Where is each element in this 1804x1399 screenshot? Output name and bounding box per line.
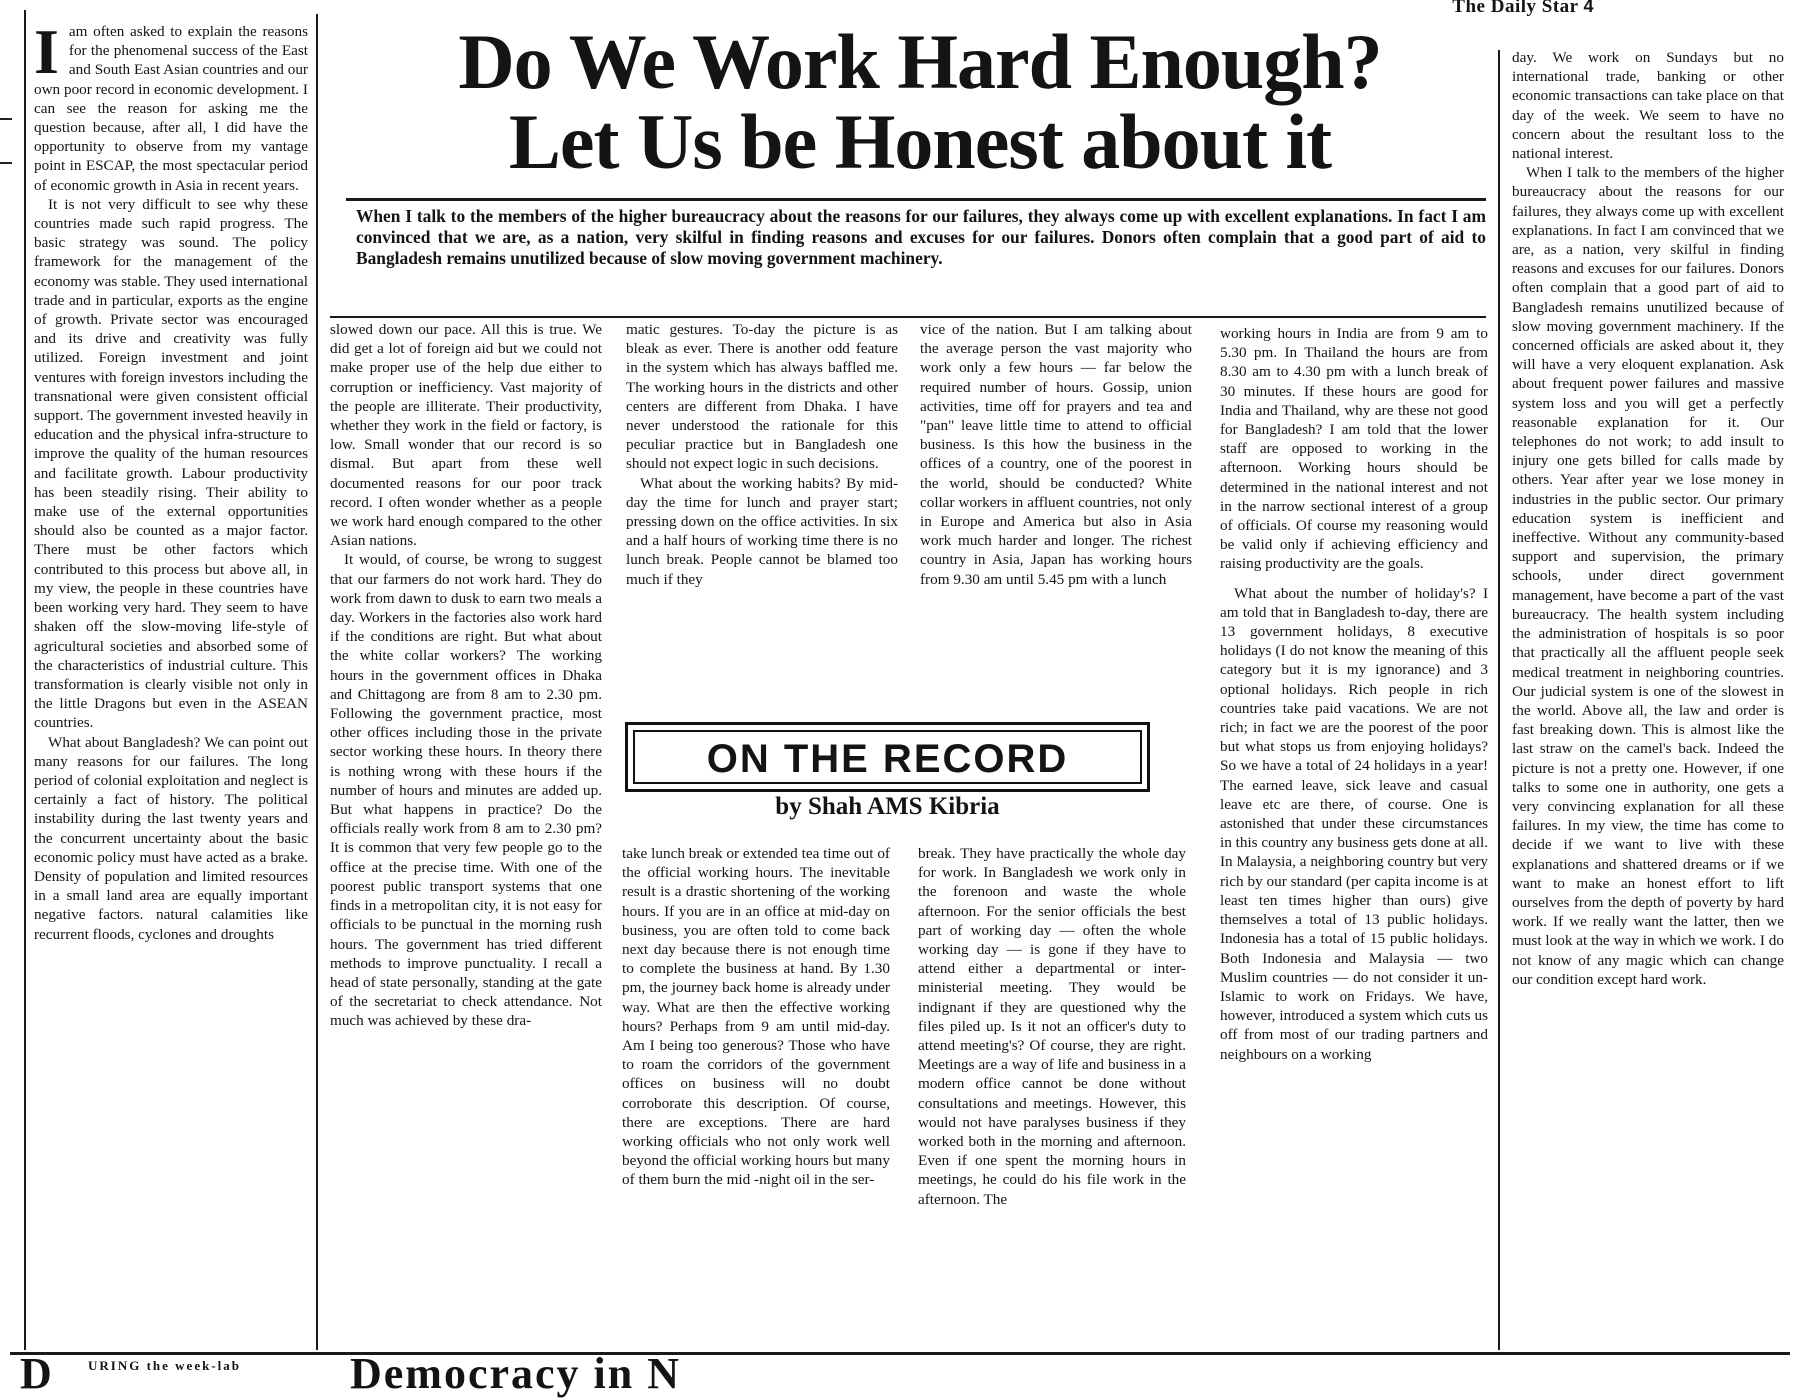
next-article-lead: URING the week-lab — [88, 1358, 241, 1373]
headline — [330, 18, 1510, 185]
paragraph: What about the number of holiday's? I am told that in Bangladesh to-day, there are 13 government holidays, 8 executive holidays (I do not know the meaning of this category but it is my ignorance) and 3 optional holidays. Rich people in rich countries take paid vacations. We are not rich; in fact we are the poorest of the poor but what stops us from enjoying holidays? So we have a total of 24 holidays in a year! The earned leave, sick leave and casual leave etc are there, of course. One is astonished that under these circumstances in this country any business gets done at all. In Malaysia, a neighboring country but very rich by our standard (per capita income is at least ten times higher than ours) give themselves a total of 13 public holidays. Indonesia has a total of 15 public holidays. Both Indonesia and Malaysia — two Muslim countries — do not consider it un-Islamic to work on Fridays. We have, however, introduced a system which cuts us off from most of our trading partners and neighbours on a working — [1220, 584, 1488, 1063]
deck-top-rule — [346, 198, 1486, 201]
page-number: 4 — [1583, 0, 1594, 16]
masthead-paper-name: The Daily Star — [1452, 0, 1579, 17]
left-border-rule — [24, 10, 26, 1350]
paragraph: break. They have practically the whole day for work. In Bangladesh we work only in the forenoon and waste the whole afternoon. For the senior officials the best part of working day — often the whole working day — is gone if they have to attend either a departmental or inter-ministerial meeting. They would be indignant if they are questioned why the files piled up. Is it not an officer's duty to attend meeting's? Of course, they are right. Meetings are a way of life and business in a modern office cannot be done without consultations and meetings. However, this would not have paralyses business if they worked both in the morning and afternoon. Even if one spent the morning hours in meetings, he could do his file work in the afternoon. The — [918, 845, 1186, 1208]
article-column-3-top — [626, 320, 898, 712]
article-column-4-bottom — [918, 844, 1186, 1350]
paragraph: It is not very difficult to see why these countries made such rapid progress. The basic strategy was sound. The policy framework for the management of the economy was stable. They used international trade and in particular, exports as the engine of growth. Private sector was encouraged and its drive and creativity was fully utilized. Foreign investment and joint ventures with foreign investors including the transnational were given consistent official support. The government invested heavily in education and the physical infra-structure to improve the quality of the human resources and facilitate growth. Labour productivity has been steadily rising. Their ability to make use of the external opportunities should also be counted as a major factor. There must be other factors which contributed to this process but above all, in my view, the people in these countries have been working very hard. They seem to have shaken off the slow-moving life-style of agricultural societies and absorbed some of the characteristics of industrial culture. This transformation is clearly visible not only in the little Dragons but even in the ASEAN countries. — [34, 195, 308, 732]
paragraph: slowed down our pace. All this is true. We did get a lot of foreign aid but we could not make proper use of the help due either to corruption or inefficiency. Vast majority of the people are illiterate. Their productivity, whether they work in the field or factory, is low. Small wonder that our record is so dismal. But apart from these well documented reasons for our poor track record. I often wonder whether as a people we work hard enough compared to the other Asian nations. — [330, 321, 602, 550]
headline-line-2: Let Us be Honest about it — [508, 98, 1332, 185]
paragraph: take lunch break or extended tea time out of the official working hours. The inevitable result is a drastic shortening of the working hours. If you are in an office at mid-day on business, you are often told to come back next day because there is not enough time to complete the business at hand. By 1.30 pm, the journey back home is already under way. What are then the effective working hours? Perhaps from 9 am until mid-day. Am I being too generous? Those who have to roam the corridors of the government offices on business will no doubt corroborate this description. Of course, there are exceptions. There are hard working officials who not only work well beyond the official working hours but many of them burn the mid -night oil in the ser- — [622, 845, 890, 1189]
article-column-2 — [330, 320, 602, 1350]
paragraph: What about Bangladesh? We can point out many reasons for our failures. The long period of colonial exploitation and neglect is certainly a fact of history. The political instability during the last twenty years and the concurrent uncertainty about the basic economic policy must have acted as a brake. Density of population and limited resources in a small land area are equally important negative factors. natural calamities like recurrent floods, cyclones and droughts — [34, 733, 308, 943]
drop-cap: I — [34, 16, 59, 87]
next-article-headline: Democracy in N — [350, 1349, 682, 1398]
headline-line-1: Do We Work Hard Enough? — [458, 18, 1382, 105]
article-column-6 — [1512, 48, 1784, 1352]
column-rule — [1498, 50, 1500, 1350]
paragraph: vice of the nation. But I am talking about the average person the vast majority who work only a few hours — far below the required number of hours. Gossip, union activities, time off for prayers and tea and "pan" leave little time to attend to official business. Is this how the business in the offices of a country, one of the poorest in the world, should be conducted? White collar workers in affluent countries, not only in Europe and America but also in Asia work much harder and longer. The richest country in Asia, Japan has working hours from 9.30 am until 5.45 pm with a lunch — [920, 321, 1192, 588]
paragraph: day. We work on Sundays but no international trade, banking or other economic transactions can take place on that day of the week. We seem to have no concern about the resultant loss to the national interest. — [1512, 49, 1784, 163]
column-title: ON THE RECORD — [706, 737, 1069, 781]
article-column-1 — [34, 16, 308, 1352]
article-column-5 — [1220, 324, 1488, 1350]
bottom-rule — [10, 1352, 1790, 1355]
article-column-4-top — [920, 320, 1192, 712]
masthead — [1452, 0, 1594, 18]
next-article-dropcap: D — [20, 1349, 52, 1398]
column-logo-box — [625, 722, 1150, 792]
paragraph: Iam often asked to explain the reasons for the phenomenal success of the East and South East Asian countries and our own poor record in economic development. I can see the reason for asking me the question because, after all, I did have the opportunity to observe from my vantage point in ESCAP, the most spectacular period of economic growth in Asia in recent years. — [34, 16, 308, 194]
column-rule — [316, 14, 318, 1350]
next-article-strip — [20, 1349, 1800, 1398]
paragraph: What about the working habits? By mid-day the time for lunch and prayer start; pressing down on the office activities. In six and a half hours of working time there is no lunch break. People cannot be blamed too much if they — [626, 474, 898, 588]
paragraph: It would, of course, be wrong to suggest that our farmers do not work hard. They do work from dawn to dusk to earn two meals a day. Workers in the factories also work hard if the conditions are right. But what about the white collar workers? The working hours in the government offices in Dhaka and Chittagong are from 8 am to 2.30 pm. Following the government practice, most other offices including those in the private sector working these hours. In theory there is nothing wrong with these hours if the number of hours and minutes are added up. But what happens in practice? Do the officials really work from 8 am to 2.30 pm? It is common that very few people go to the office at the precise time. With one of the poorest public transport systems that one finds in a metropolitan city, it is not easy for officials to be punctual in the morning rush hours. The government has tried different methods to improve punctuality. I recall a head of state personally, standing at the gate of the secretariat to check attendance. Not much was achieved by these dra- — [330, 551, 602, 1030]
margin-mark — [0, 162, 12, 164]
paragraph: When I talk to the members of the higher bureaucracy about the reasons for our failures, they always come up with excellent explanations. In fact I am convinced that we are, as a nation, very skilful in finding reasons and excuses for our failures. Donors often complain that a good part of aid to Bangladesh remains unutilized because of slow moving government machinery. If the concerned officials are asked about it, they will have a very eloquent explanation. Ask about frequent power failures and massive system loss and you will get a perfectly reasonable explanation for it. Our telephones do not work; to add insult to injury one gets billed for calls made by others. Year after year we lose money in industries in the public sector. Our primary education system is inefficient and ineffective. Without any community-based support and supervision, the primary schools, under direct government management, have become a part of the vast bureaucracy. The health system including the administration of hospitals is so poor that practically all the affluent people seek medical treatment in neighboring countries. Our judicial system is one of the slowest in the world. Above all, the law and order is fast breaking down. This is almost like the last straw on the camel's back. Indeed the picture is not a pretty one. However, if one talks to some one in authority, one gets a very convincing explanation for all these failures. In my view, the time has come to decide if we want to live with these explanations and shattered dreams or if we want to make an honest effort to lift ourselves from the depth of poverty by hard work. If we really want the latter, then we must look at the way in which we work. I do not know of any magic which can change our condition except hard work. — [1512, 164, 1784, 988]
deck-intro: When I talk to the members of the higher bureaucracy about the reasons for our failures, they always come up with excellent explanations. In fact I am convinced that we are, as a nation, very skilful in finding reasons and excuses for our failures. Donors often complain that a good part of aid to Bangladesh remains unutilized because of slow moving government machinery. — [356, 206, 1486, 268]
byline: by Shah AMS Kibria — [775, 793, 1000, 820]
margin-mark — [0, 118, 12, 120]
deck-bottom-rule — [330, 316, 1486, 318]
article-column-3-bottom — [622, 844, 890, 1350]
paragraph: working hours in India are from 9 am to 5.30 pm. In Thailand the hours are from 8.30 am to 4.30 pm with a lunch break of 30 minutes. If these hours are good for India and Thailand, why are these not good for Bangladesh? I am told that the lower staff are opposed to working in the afternoon. Working hours should be determined in the national interest and not in the narrow sectional interest of a group of officials. Of course my reasoning would be valid only if achieving efficiency and raising productivity are the goals. — [1220, 325, 1488, 573]
paragraph: matic gestures. To-day the picture is as bleak as ever. There is another odd feature in the system which has always baffled me. The working hours in the districts and other centers are different from Dhaka. I have never understood the rationale for this peculiar practice but in Bangladesh one should not expect logic in such decisions. — [626, 321, 898, 473]
